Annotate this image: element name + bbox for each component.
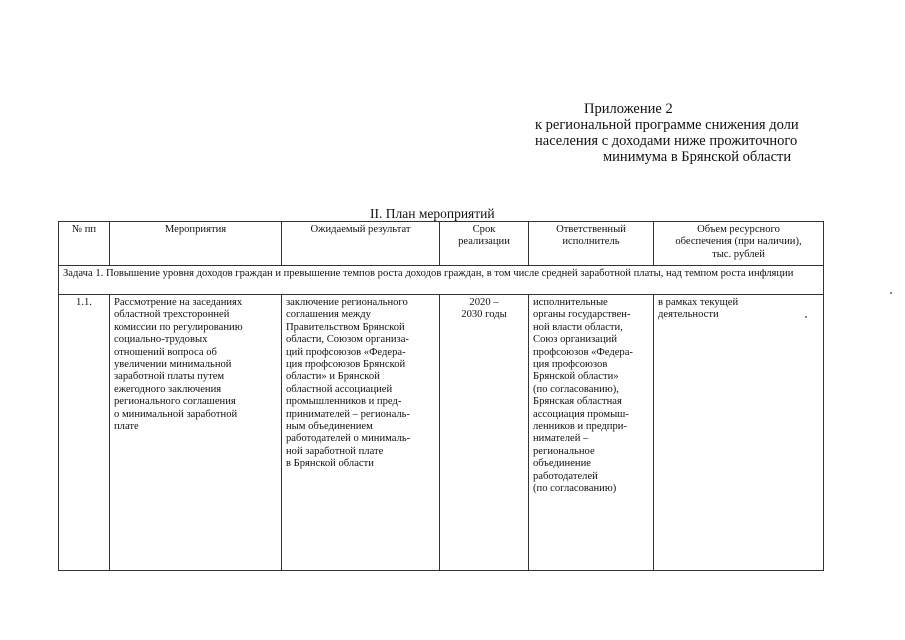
header-result: Ожидаемый результат bbox=[282, 222, 440, 266]
row-measure: Рассмотрение на заседаниях областной трехсторонней комиссии по регулированию социально-трудовых отношений вопроса об увеличении минимальной заработной платы путем ежегодного заключения регионального соглашения о минимальной заработной плате bbox=[110, 295, 282, 571]
table-row bbox=[59, 295, 824, 571]
appendix-line: населения с доходами ниже прожиточного bbox=[535, 133, 798, 149]
header-num: № пп bbox=[59, 222, 110, 266]
header-term: Срок реализации bbox=[440, 222, 529, 266]
table-header-row bbox=[59, 222, 824, 266]
row-result: заключение регионального соглашения между Правительством Брянской области, Союзом организа- ций профсоюзов «Федера- ция профсоюзов Брянской области» и Брянской областной ассоциацией промышленников и пред- принимателей – региональ- ным объединением работодателей о минималь- ной заработной плате в Брянской области bbox=[282, 295, 440, 571]
row-executor: исполнительные органы государствен- ной власти области, Союз организаций профсоюзов «Федера- ция профсоюзов Брянской области» (по согласованию), Брянская областная ассоциация промыш- ленников и предпри- нимателей – региональное объединение работодателей (по согласованию) bbox=[529, 295, 654, 571]
header-measures: Мероприятия bbox=[110, 222, 282, 266]
scan-speck bbox=[890, 292, 892, 294]
appendix-number: Приложение 2 bbox=[584, 101, 673, 117]
row-funding: в рамках текущей деятельности bbox=[654, 295, 824, 571]
appendix-line: к региональной программе снижения доли bbox=[535, 117, 799, 133]
task-title: Задача 1. Повышение уровня доходов граждан и превышение темпов роста доходов граждан, в том числе средней заработной платы, над темпом роста инфляции bbox=[59, 266, 824, 295]
row-term: 2020 – 2030 годы bbox=[440, 295, 529, 571]
plan-title: II. План мероприятий bbox=[370, 206, 495, 221]
plan-table bbox=[58, 221, 824, 571]
appendix-line: минимума в Брянской области bbox=[603, 149, 792, 165]
task-row bbox=[59, 266, 824, 295]
appendix-header bbox=[535, 101, 835, 165]
header-executor: Ответственный исполнитель bbox=[529, 222, 654, 266]
scan-speck bbox=[805, 316, 807, 318]
header-funding: Объем ресурсного обеспечения (при наличии), тыс. рублей bbox=[654, 222, 824, 266]
row-num: 1.1. bbox=[59, 295, 110, 571]
